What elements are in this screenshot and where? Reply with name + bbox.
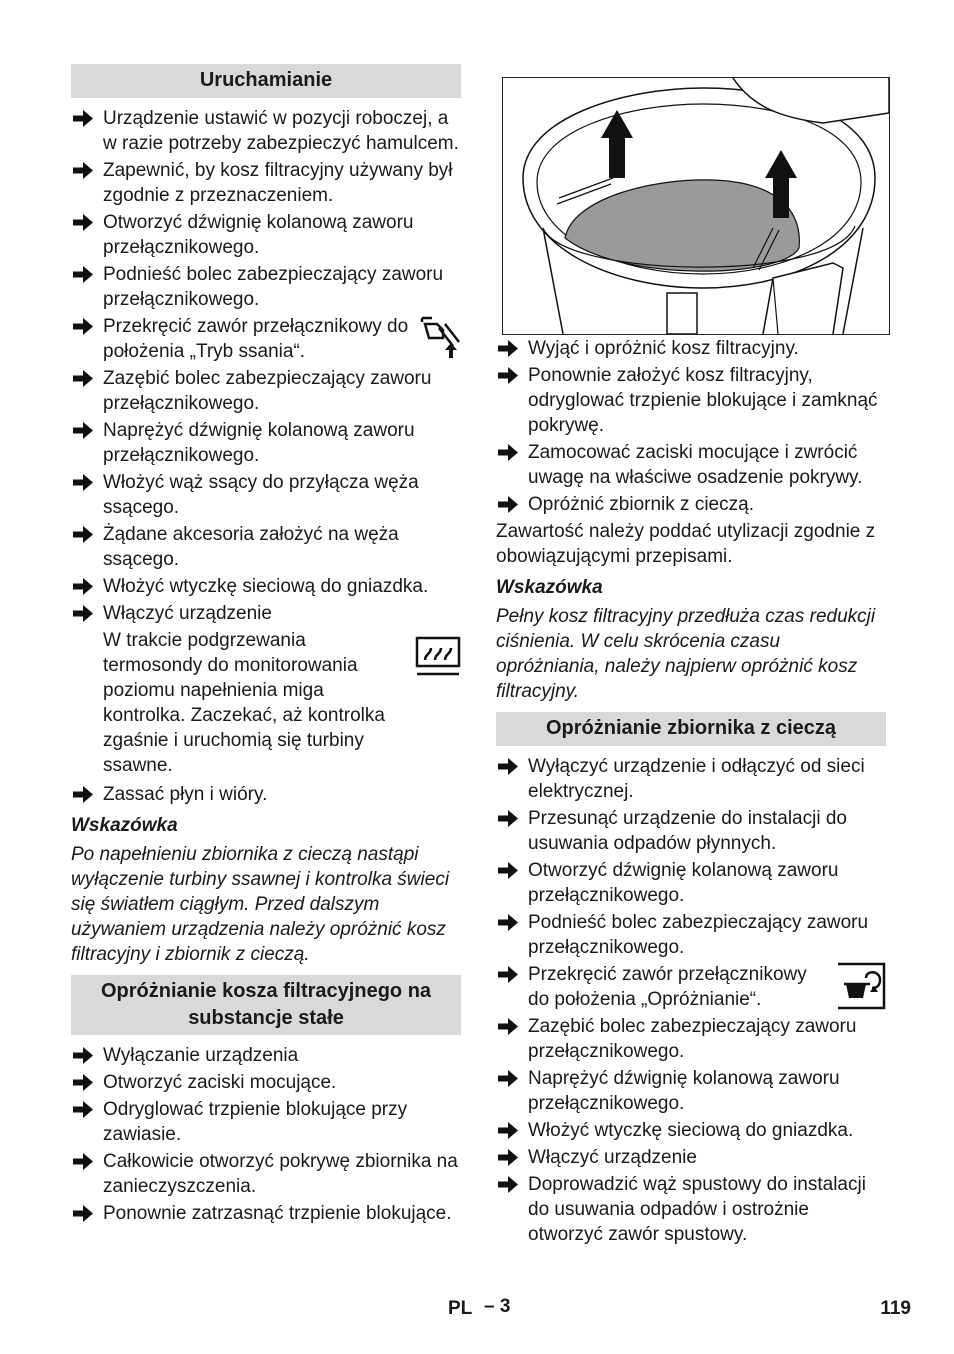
list-item: Włączyć urządzenie	[496, 1145, 886, 1170]
list-item: Naprężyć dźwignię kolanową zaworu przełącznikowego.	[496, 1066, 886, 1116]
list-item: Zamocować zaciski mocujące i zwrócić uwagę na właściwe osadzenie pokrywy.	[496, 440, 886, 490]
list-item: Wyłączyć urządzenie i odłączyć od sieci elektrycznej.	[496, 754, 886, 804]
arrow-right-icon	[498, 496, 518, 513]
arrow-right-icon	[73, 110, 93, 127]
list-item: Wyłączanie urządzenia	[71, 1043, 461, 1068]
filter-steps	[71, 1043, 461, 1226]
list-item: Włączyć urządzenie	[71, 601, 461, 626]
list-item: Otworzyć zaciski mocujące.	[71, 1070, 461, 1095]
start-steps	[71, 106, 461, 626]
list-item: Włożyć wtyczkę sieciową do gniazdka.	[71, 574, 461, 599]
list-item: Opróżnić zbiornik z cieczą.	[496, 492, 886, 517]
arrow-right-icon	[498, 862, 518, 879]
arrow-right-icon	[73, 1205, 93, 1222]
start-last-step	[71, 782, 461, 807]
arrow-right-icon	[498, 1149, 518, 1166]
filter-steps-cont	[496, 336, 886, 517]
disposal-text: Zawartość należy poddać utylizacji zgodnie z obowiązującymi przepisami.	[496, 521, 876, 567]
drain-mode-icon	[836, 962, 886, 1010]
section-heading-liquid: Opróżnianie zbiornika z cieczą	[496, 712, 886, 746]
arrow-right-icon	[73, 266, 93, 283]
arrow-right-icon	[498, 1122, 518, 1139]
list-item: Przesunąć urządzenie do instalacji do usuwania odpadów płynnych.	[496, 806, 886, 856]
arrow-right-icon	[73, 1074, 93, 1091]
arrow-right-icon	[498, 1070, 518, 1087]
footer-language: PL	[448, 1298, 473, 1319]
arrow-right-icon	[498, 1176, 518, 1193]
arrow-right-icon	[73, 1101, 93, 1118]
list-item: Zapewnić, by kosz filtracyjny używany był zgodnie z przeznaczeniem.	[71, 158, 461, 208]
arrow-right-icon	[73, 526, 93, 543]
arrow-right-icon	[73, 474, 93, 491]
filter-basket-illustration	[502, 77, 890, 335]
filter-basket-drawing	[503, 78, 889, 334]
list-item: Doprowadzić wąż spustowy do instalacji do usuwania odpadów i ostrożnie otworzyć zawór spustowy.	[496, 1172, 886, 1247]
list-item: Włożyć wtyczkę sieciową do gniazdka.	[496, 1118, 886, 1143]
arrow-right-icon	[73, 214, 93, 231]
footer-page-number: 119	[880, 1298, 911, 1319]
heating-info: W trakcie podgrzewania termosondy do monitorowania poziomu napełnienia miga kontrolka. Zaczekać, aż kontrolka zgaśnie i uruchomią się turbiny ssawne.	[71, 628, 461, 778]
arrow-right-icon	[498, 1018, 518, 1035]
note-text: Pełny kosz filtracyjny przedłuża czas redukcji ciśnienia. W celu skrócenia czasu opróżniania, należy najpierw opróżnić kosz filtracyjny.	[496, 606, 876, 702]
left-column	[71, 64, 461, 1228]
arrow-right-icon	[73, 162, 93, 179]
section-heading-start: Uruchamianie	[71, 64, 461, 98]
arrow-right-icon	[498, 367, 518, 384]
list-item: Otworzyć dźwignię kolanową zaworu przełącznikowego.	[496, 858, 886, 908]
list-item: Całkowicie otworzyć pokrywę zbiornika na zanieczyszczenia.	[71, 1149, 461, 1199]
heating-indicator-icon	[415, 634, 461, 678]
note-text: Po napełnieniu zbiornika z cieczą nastąpi wyłączenie turbiny ssawnej i kontrolka świeci się światłem ciągłym. Przed dalszym używaniem urządzenia należy opróżnić kosz filtracyjny i zbiornik z cieczą.	[71, 844, 450, 965]
list-item: Zassać płyn i wióry.	[71, 782, 461, 807]
arrow-right-icon	[498, 810, 518, 827]
liquid-steps	[496, 754, 886, 1247]
list-item: Urządzenie ustawić w pozycji roboczej, a w razie potrzeby zabezpieczyć hamulcem.	[71, 106, 461, 156]
arrow-right-icon	[73, 1153, 93, 1170]
list-item: Ponownie zatrzasnąć trzpienie blokujące.	[71, 1201, 461, 1226]
arrow-right-icon	[73, 318, 93, 335]
section-heading-filter: Opróżnianie kosza filtracyjnego na substancje stałe	[71, 975, 461, 1035]
right-column	[496, 336, 886, 1249]
arrow-right-icon	[73, 1047, 93, 1064]
arrow-right-icon	[73, 422, 93, 439]
list-item: Odryglować trzpienie blokujące przy zawiasie.	[71, 1097, 461, 1147]
arrow-right-icon	[73, 605, 93, 622]
arrow-right-icon	[73, 578, 93, 595]
note-title: Wskazówka	[71, 815, 178, 836]
list-item: Przekręcić zawór przełącznikowy do położenia „Opróżnianie“.	[496, 962, 886, 1012]
list-item: Podnieść bolec zabezpieczający zaworu przełącznikowego.	[496, 910, 886, 960]
footer-section-page: – 3	[484, 1296, 511, 1317]
list-item: Zazębić bolec zabezpieczający zaworu przełącznikowego.	[71, 366, 461, 416]
list-item: Włożyć wąż ssący do przyłącza węża ssącego.	[71, 470, 461, 520]
list-item: Naprężyć dźwignię kolanową zaworu przełącznikowego.	[71, 418, 461, 468]
arrow-right-icon	[73, 786, 93, 803]
suction-mode-icon	[419, 314, 461, 360]
arrow-right-icon	[498, 914, 518, 931]
arrow-right-icon	[498, 444, 518, 461]
list-item: Otworzyć dźwignię kolanową zaworu przełącznikowego.	[71, 210, 461, 260]
note-title: Wskazówka	[496, 577, 603, 598]
list-item: Przekręcić zawór przełącznikowy do położenia „Tryb ssania“.	[71, 314, 461, 364]
arrow-right-icon	[498, 340, 518, 357]
list-item: Podnieść bolec zabezpieczający zaworu przełącznikowego.	[71, 262, 461, 312]
arrow-right-icon	[498, 758, 518, 775]
arrow-right-icon	[498, 966, 518, 983]
list-item: Wyjąć i opróżnić kosz filtracyjny.	[496, 336, 886, 361]
arrow-right-icon	[73, 370, 93, 387]
list-item: Żądane akcesoria założyć na węża ssącego.	[71, 522, 461, 572]
list-item: Ponownie założyć kosz filtracyjny, odryglować trzpienie blokujące i zamknąć pokrywę.	[496, 363, 886, 438]
list-item: Zazębić bolec zabezpieczający zaworu przełącznikowego.	[496, 1014, 886, 1064]
